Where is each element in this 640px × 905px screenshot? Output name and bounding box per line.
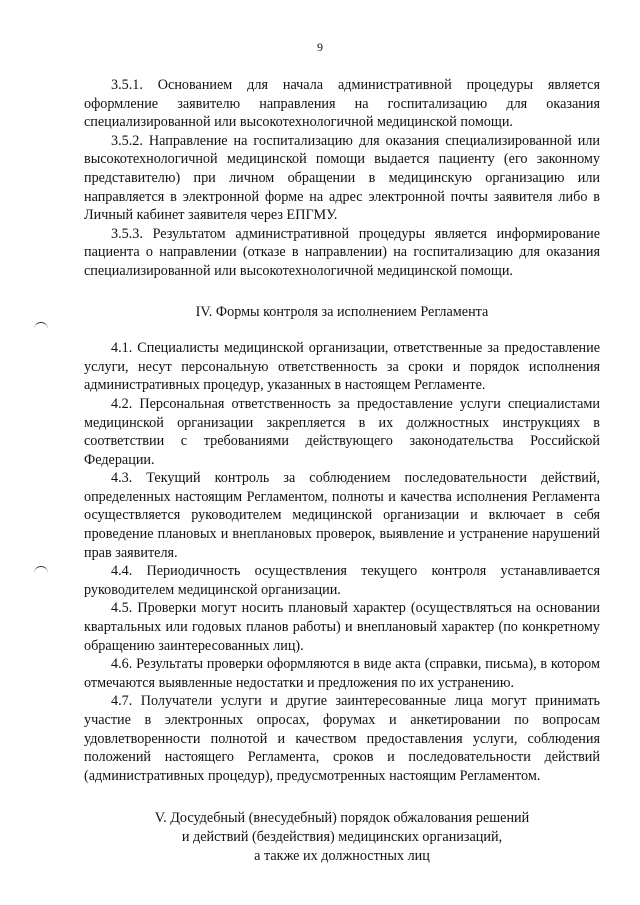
- section-4-heading: IV. Формы контроля за исполнением Регламента: [195, 303, 489, 320]
- section-5-heading-line: а также их должностных лиц: [254, 847, 430, 864]
- paragraph-3-5-2: 3.5.2. Направление на госпитализацию для оказания специализированной или высокотехнологичной медицинской помощи выдается пациенту (его законному представителю) при личном обращении в медицинскую организацию или направляется в электронной форме на адрес электронной почты заявителя либо в Личный кабинет заявителя через ЕПГМУ.: [84, 132, 600, 224]
- section-5-heading-line: и действий (бездействия) медицинских организаций,: [181, 828, 503, 845]
- margin-mark: [34, 566, 48, 575]
- document-body: [84, 76, 600, 865]
- paragraph-4-7: 4.7. Получатели услуги и другие заинтересованные лица могут принимать участие в электронных опросах, форумах и анкетировании по вопросам удовлетворенности полнотой и качеством предоставления услуги, соблюдения положений настоящего Регламента, сроков и последовательности действий (административных процедур), предусмотренных настоящим Регламентом.: [84, 693, 600, 784]
- paragraph-3-5-3: 3.5.3. Результатом административной процедуры является информирование пациента о направлении (отказе в направлении) на госпитализацию для оказания специализированной или высокотехнологичной медицинской помощи.: [84, 225, 600, 279]
- paragraph-4-1: 4.1. Специалисты медицинской организации, ответственные за предоставление услуги, несут персональную ответственность за сроки и порядок исполнения административных процедур, указанных в настоящем Регламенте.: [84, 340, 600, 394]
- paragraph-3-5-1: 3.5.1. Основанием для начала административной процедуры является оформление заявителю направления на госпитализацию для оказания специализированной или высокотехнологичной медицинской помощи.: [84, 77, 600, 131]
- paragraph-4-6: 4.6. Результаты проверки оформляются в виде акта (справки, письма), в котором отмечаются выявленные недостатки и предложения по их устранению.: [84, 656, 600, 691]
- margin-mark: [34, 322, 48, 331]
- paragraph-4-4: 4.4. Периодичность осуществления текущего контроля устанавливается руководителем медицинской организации.: [84, 563, 600, 598]
- paragraph-4-5: 4.5. Проверки могут носить плановый характер (осуществляться на основании квартальных или годовых планов работы) и внеплановый характер (по конкретному обращению заинтересованных лиц).: [84, 600, 600, 654]
- paragraph-4-2: 4.2. Персональная ответственность за предоставление услуги специалистами медицинской организации закрепляется в их должностных инструкциях в соответствии с требованиями действующего законодательства Российской Федерации.: [84, 395, 600, 468]
- paragraph-4-3: 4.3. Текущий контроль за соблюдением последовательности действий, определенных настоящим Регламентом, полноты и качества исполнения Регламента осуществляется руководителем медицинской организации и включает в себя проведение плановых и внеплановых проверок, выявление и устранение нарушений прав заявителя.: [84, 470, 600, 561]
- section-5-heading: [84, 809, 600, 865]
- page-number: 9: [317, 40, 323, 54]
- section-5-heading-line: V. Досудебный (внесудебный) порядок обжалования решений: [154, 810, 530, 827]
